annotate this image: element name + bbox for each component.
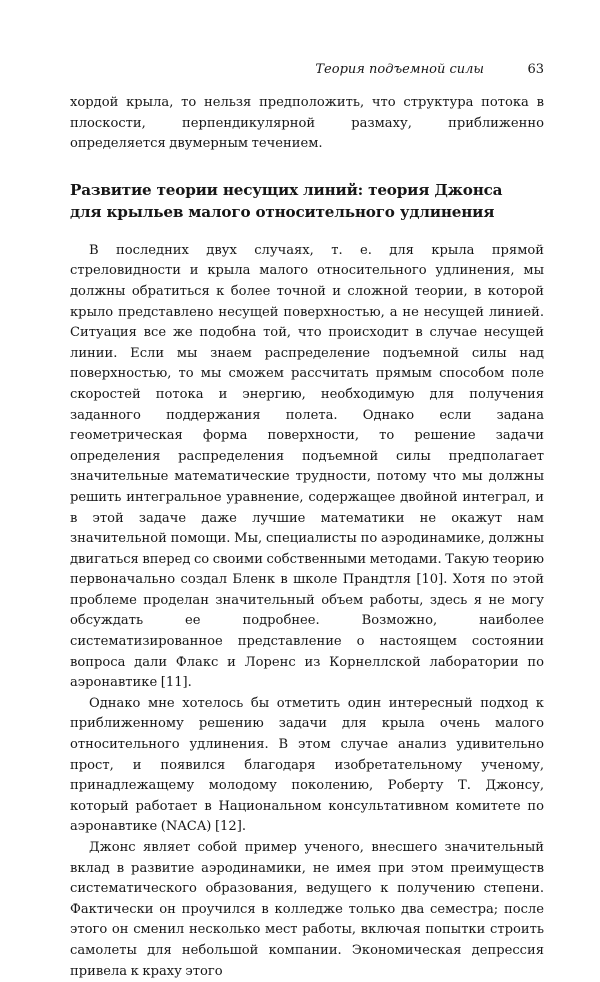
section-heading bbox=[70, 179, 544, 223]
body-paragraph: Джонс являет собой пример ученого, внесшего значительный вклад в развитие аэродинамики, не имея при этом преимуществ систематического образования, ведущего к получению степени. Фактически он проучился в колледже только два семестра; после этого он сменил несколько мест работы, включая попытки строить самолеты для небольшой компании. Экономическая депрессия привела к краху этого bbox=[70, 840, 544, 979]
body-paragraph: Однако мне хотелось бы отметить один интересный подход к приближенному решению задачи для крыла очень малого относительного удлинения. В этом случае анализ удивительно прост, и появился благодаря изобретательному ученому, принадлежащему молодому поколению, Роберту Т. Джонсу, который работает в Национальном консультативном комитете по аэронавтике (NACA) [12]. bbox=[70, 695, 544, 835]
running-head bbox=[70, 62, 544, 82]
page-number: 63 bbox=[527, 62, 544, 77]
section-heading-line: Развитие теории несущих линий: теория Джонса bbox=[70, 180, 503, 199]
continued-paragraph: хордой крыла, то нельзя предположить, что структура потока в плоскости, перпендикулярной размаху, приближенно определяется двумерным течением. bbox=[70, 95, 544, 152]
section-heading-line: для крыльев малого относительного удлинения bbox=[70, 202, 495, 221]
body-paragraph: В последних двух случаях, т. е. для крыла прямой стреловидности и крыла малого относительного удлинения, мы должны обратиться к более точной и сложной теории, в которой крыло представлено несущей поверхностью, а не несущей линией. Ситуация все же подобна той, что происходит в случае несущей линии. Если мы знаем распределение подъемной силы над поверхностью, то мы сможем рассчитать прямым способом поле скоростей потока и энергию, необходимую для получения заданного поддержания полета. Однако если задана геометрическая форма поверхности, то решение задачи определения распределения подъемной силы предполагает значительные математические трудности, потому что мы должны решить интегральное уравнение, содержащее двойной интеграл, и в этой задаче даже лучшие математики не окажут нам значительной помощи. Мы, специалисты по аэродинамике, должны двигаться вперед со своими собственными методами. Такую теорию первоначально создал Бленк в школе Прандтля [10]. Хотя по этой проблеме проделан значительный объем работы, здесь я не могу обсуждать ее подробнее. Возможно, наиболее систематизированное представление о настоящем состоянии вопроса дали Флакс и Лоренс из Корнеллской лаборатории по аэронавтике [11]. bbox=[70, 242, 545, 691]
running-title: Теория подъемной силы bbox=[315, 62, 484, 77]
